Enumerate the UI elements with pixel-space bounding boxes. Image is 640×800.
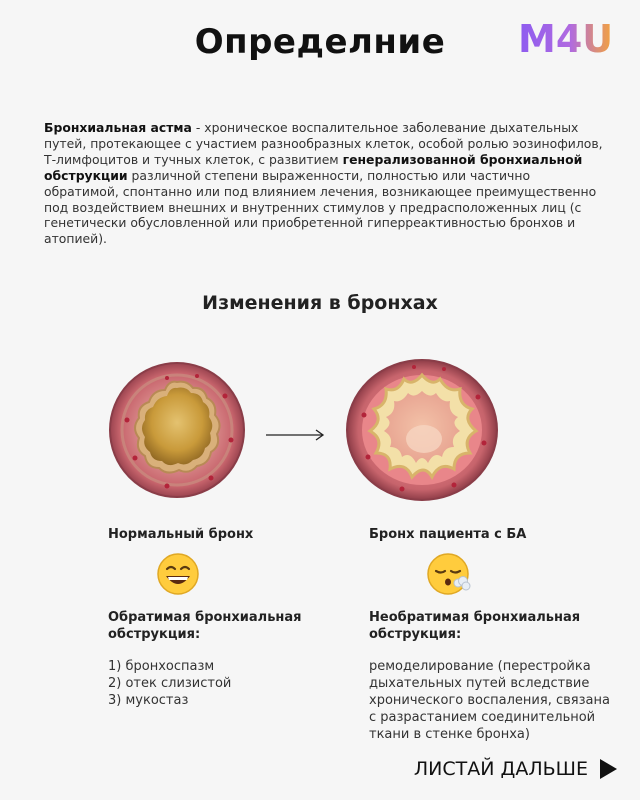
m4u-logo xyxy=(514,12,632,68)
grinning-face-icon xyxy=(156,552,200,600)
section-title: Изменения в бронхах xyxy=(202,292,438,314)
list-item: 2) отек слизистой xyxy=(108,676,232,691)
asthma-bronchus-label: Бронх пациента с БА xyxy=(369,527,527,542)
normal-bronchus-illustration xyxy=(107,360,247,500)
reversible-causes-list xyxy=(108,658,328,709)
exhaling-face-icon xyxy=(426,552,472,600)
next-page-button[interactable] xyxy=(414,758,618,780)
irreversible-obstruction-heading: Необратимая бронхиальная обструкция: xyxy=(369,610,581,642)
page-title: Определние xyxy=(194,22,446,62)
definition-text-1: - хроническое воспалительное заболевание дыхательных путей, протекающее с участием разнообразных клеток, особой ролью эозинофилов, Т-лимфоцитов и тучных клеток, с развитием xyxy=(44,120,603,167)
definition-bold-phrase: генерализованной бронхиальной обструкции xyxy=(44,151,583,183)
logo-text: M4U xyxy=(518,17,614,61)
normal-bronchus-label: Нормальный бронх xyxy=(108,527,254,542)
arrow-right-icon xyxy=(266,428,326,442)
definition-text-2: различной степени выраженности, полностью или частично обратимой, спонтанно или под влиянием лечения, возникающее преимущественно под воздействием внешних и внутренних стимулов у предрасположенных лиц (с генетически обусловленной или приобретенной гиперреактивностью бронхов и атопией). xyxy=(44,167,597,247)
definition-term: Бронхиальная астма xyxy=(44,120,192,135)
remodeling-description: ремоделирование (перестройка дыхательных путей вследствие хронического воспаления, связана с разрастанием соединительной ткани в стенке бронха) xyxy=(369,659,610,742)
reversible-obstruction-heading: Обратимая бронхиальная обструкция: xyxy=(108,610,302,642)
definition-paragraph xyxy=(44,120,604,247)
list-item: 1) бронхоспазм xyxy=(108,659,215,674)
asthma-bronchus-illustration xyxy=(344,357,500,503)
next-page-label: ЛИСТАЙ ДАЛЬШЕ xyxy=(413,758,588,780)
list-item: 3) мукостаз xyxy=(108,693,189,708)
play-arrow-icon xyxy=(598,758,618,780)
